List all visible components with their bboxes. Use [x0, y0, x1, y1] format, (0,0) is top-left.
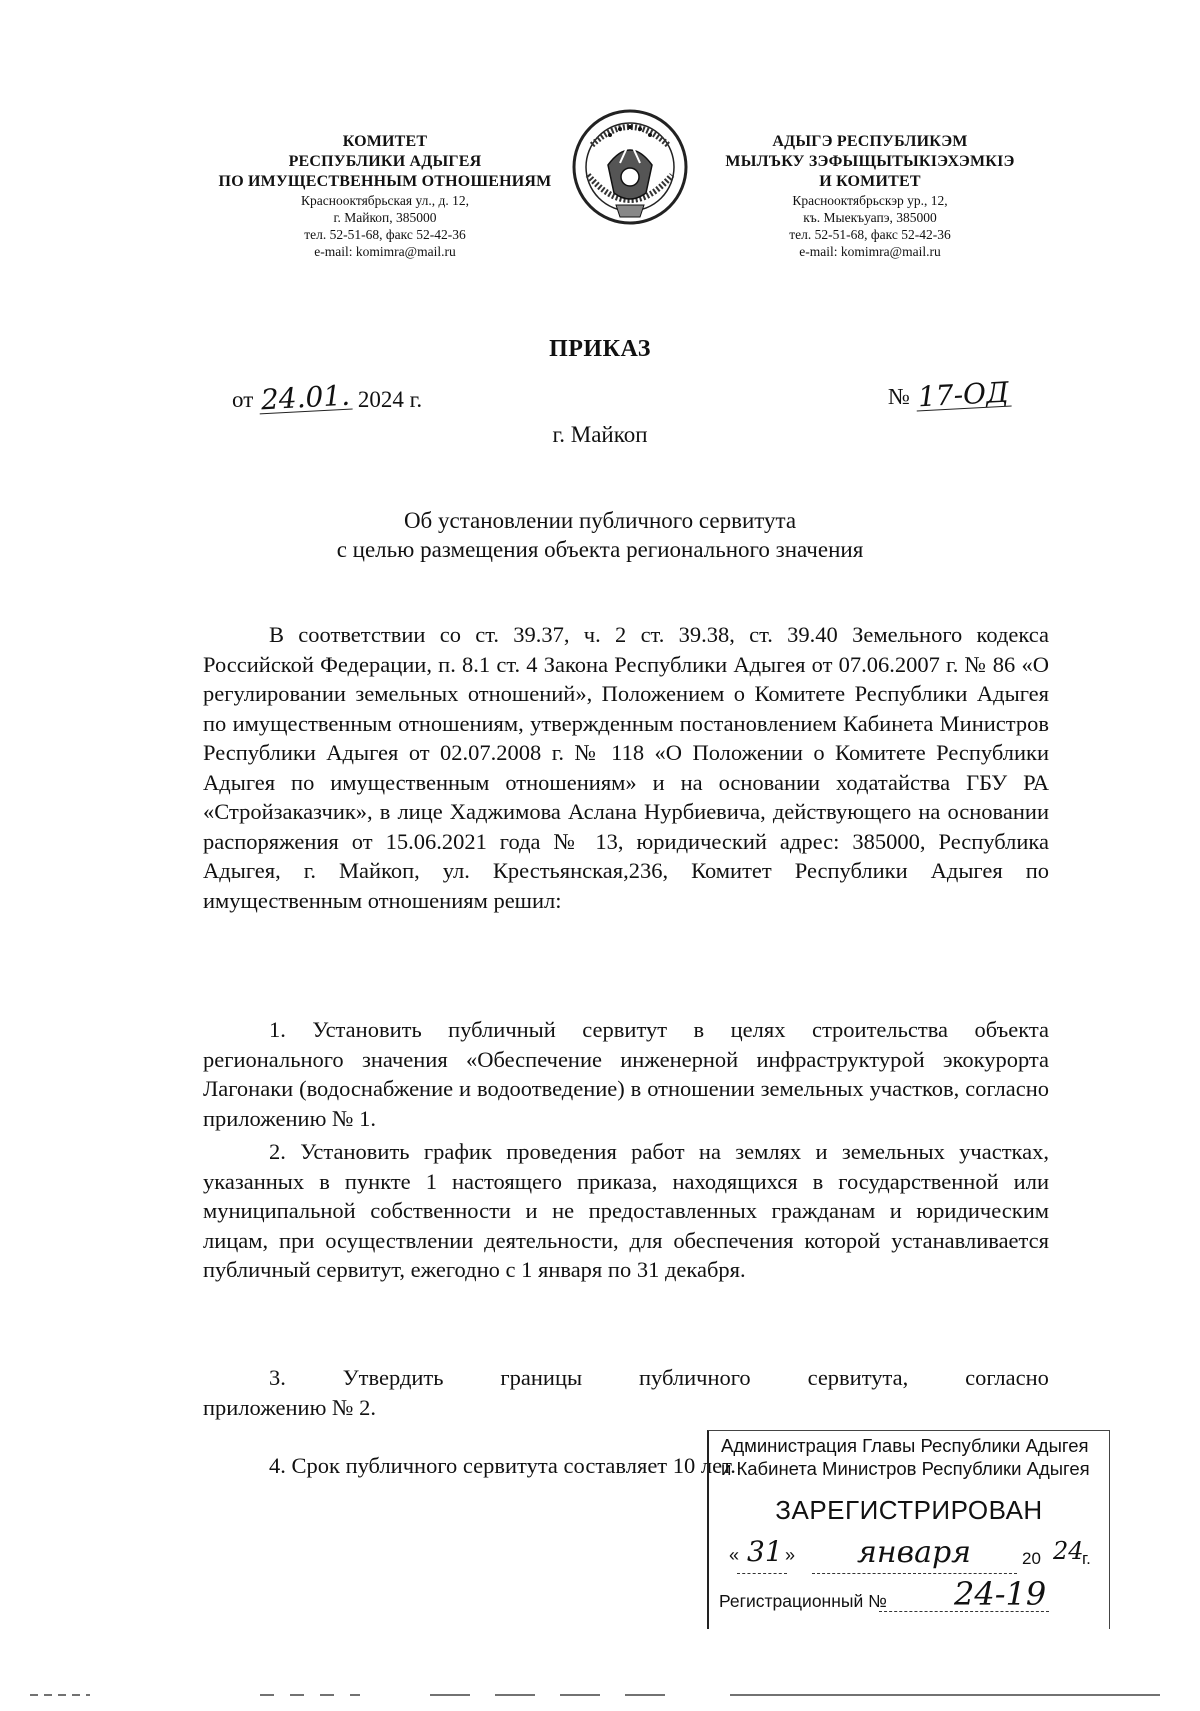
- email-line: e-mail: komimra@mail.ru: [314, 244, 456, 259]
- registration-number: [719, 1575, 1104, 1613]
- item-4-paragraph: [203, 1451, 763, 1481]
- org-name-line: АДЫГЭ РЕСПУБЛИКЭМ: [772, 133, 968, 150]
- address-line: Краснооктябрьскэр ур., 12,: [792, 193, 948, 208]
- word: сервитута,: [807, 1365, 909, 1390]
- item-3-line: приложению № 2.: [203, 1394, 376, 1420]
- handwritten-year: 24: [1053, 1537, 1084, 1565]
- order-number: [888, 375, 1011, 414]
- page-edge-dashes: [30, 1693, 1170, 1697]
- email-line: e-mail: komimra@mail.ru: [799, 244, 941, 259]
- address-line: Краснооктябрьская ул., д. 12,: [301, 193, 469, 208]
- address-line: къ. Мыекъуапэ, 385000: [803, 210, 937, 225]
- word: Утвердить: [342, 1365, 444, 1390]
- header-left-block: [190, 132, 580, 260]
- handwritten-month: января: [857, 1535, 972, 1570]
- org-name-line: РЕСПУБЛИКИ АДЫГЕЯ: [288, 153, 482, 170]
- org-name-line: МЫЛЪКУ ЗЭФЫЩЫТЫКIЭХЭМКIЭ: [725, 153, 1015, 170]
- phone-line: тел. 52-51-68, факс 52-42-36: [789, 227, 951, 242]
- year-printed: 20: [1022, 1549, 1041, 1568]
- document-title: ПРИКАЗ: [549, 336, 651, 362]
- org-name-line: И КОМИТЕТ: [819, 173, 921, 190]
- order-date: [232, 378, 423, 417]
- item-1-paragraph: [203, 1015, 1049, 1133]
- date-prefix: от: [232, 387, 254, 412]
- paragraph-text: 4. Срок публичного сервитута составляет 10 лет.: [269, 1453, 736, 1478]
- preamble-paragraph: [203, 620, 1049, 915]
- item-2-paragraph: [203, 1137, 1049, 1285]
- quote-open: «: [729, 1545, 740, 1565]
- document-subject: [0, 506, 1200, 564]
- org-name-line: КОМИТЕТ: [342, 133, 428, 150]
- handwritten-reg-number: 24-19: [954, 1575, 1047, 1613]
- subject-line: с целью размещения объекта регионального значения: [336, 537, 864, 562]
- word: границы: [500, 1365, 583, 1390]
- handwritten-number: 17-ОД: [916, 375, 1010, 414]
- registration-stamp: [707, 1430, 1110, 1629]
- item-3-paragraph: [203, 1363, 1049, 1422]
- number-prefix: №: [888, 384, 910, 409]
- item-3-line: [203, 1363, 1049, 1393]
- month-underline: [812, 1573, 1017, 1574]
- word: публичного: [639, 1365, 751, 1390]
- coat-of-arms-icon: [570, 105, 690, 230]
- city: г. Майкоп: [552, 422, 648, 447]
- paragraph-text: 2. Установить график проведения работ на землях и земельных участках, указанных в пункте 1 настоящего приказа, находящихся в государственной или муниципальной собственности и не предоставленных гражданам и юридическим лицам, при осуществлении деятельности, для обеспечения которой устанавливается публичный сервитут, ежегодно с 1 января по 31 декабря.: [203, 1139, 1049, 1282]
- paragraph-text: В соответствии со ст. 39.37, ч. 2 ст. 39.38, ст. 39.40 Земельного кодекса Российской Федерации, п. 8.1 ст. 4 Закона Республики Адыгея от 07.06.2007 г. № 86 «О регулировании земельных отношений», Положением о Комитете Республики Адыгея по имущественным отношениям, утвержденным постановлением Кабинета Министров Республики Адыгея от 02.07.2008 г. № 118 «О Положении о Комитете Республики Адыгея по имущественным отношениям» и на основании ходатайства ГБУ РА «Стройзаказчик», в лице Хаджимова Аслана Нурбиевича, действующего на основании распоряжения от 15.06.2021 года № 13, юридический адрес: 385000, Республика Адыгея, г. Майкоп, ул. Крестьянская,236, Комитет Республики Адыгея по имущественным отношениям решил:: [203, 622, 1049, 913]
- word: 3.: [269, 1365, 286, 1390]
- day-underline: [737, 1573, 787, 1574]
- subject-line: Об установлении публичного сервитута: [403, 508, 797, 533]
- phone-line: тел. 52-51-68, факс 52-42-36: [304, 227, 466, 242]
- stamp-authority-line: и Кабинета Министров Республики Адыгея: [721, 1458, 1090, 1479]
- year-suffix: г.: [1082, 1549, 1091, 1568]
- stamp-status: ЗАРЕГИСТРИРОВАН: [775, 1495, 1043, 1525]
- header-right-block: [690, 132, 1050, 260]
- stamp-authority-line: Администрация Главы Республики Адыгея: [721, 1435, 1089, 1456]
- date-suffix: 2024 г.: [357, 387, 423, 412]
- paragraph-text: 1. Установить публичный сервитут в целях строительства объекта регионального значения «Обеспечение инженерной инфраструктурой экокурорта Лагонаки (водоснабжение и водоотведение) в отношении земельных участков, согласно приложению № 1.: [203, 1017, 1049, 1131]
- reg-label: Регистрационный №: [719, 1591, 887, 1611]
- address-line: г. Майкоп, 385000: [333, 210, 437, 225]
- reg-underline: [879, 1611, 1049, 1612]
- handwritten-date: 24.01.: [260, 378, 351, 417]
- word: согласно: [965, 1365, 1049, 1390]
- quote-close: »: [785, 1545, 796, 1565]
- handwritten-day: 31: [747, 1535, 783, 1568]
- org-name-line: ПО ИМУЩЕСТВЕННЫМ ОТНОШЕНИЯМ: [218, 173, 552, 190]
